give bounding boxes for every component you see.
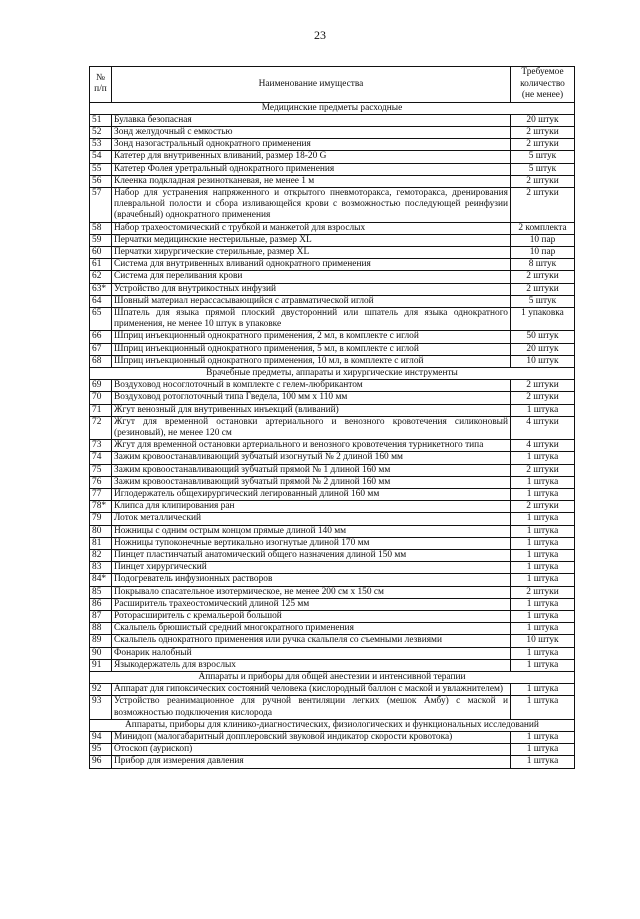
section-title: Аппараты и приборы для общей анестезии и интенсивной терапии [90, 672, 575, 684]
cell-qty: 5 штук [511, 163, 575, 175]
cell-qty: 2 штуки [511, 464, 575, 476]
header-num: № п/п [90, 67, 112, 103]
cell-qty: 10 штук [511, 635, 575, 647]
cell-qty: 2 штуки [511, 187, 575, 222]
cell-qty: 4 штуки [511, 416, 575, 439]
cell-qty: 1 штука [511, 489, 575, 501]
cell-name: Жгут для временной остановки артериального и венозного кровотечения силиконовый (резиновый), не менее 120 см [112, 416, 511, 439]
cell-num: 69 [90, 380, 112, 392]
cell-name: Булавка безопасная [112, 114, 511, 126]
cell-qty: 4 штуки [511, 440, 575, 452]
table-row [90, 525, 575, 537]
cell-num: 63* [90, 283, 112, 295]
cell-name: Жгут для временной остановки артериального и венозного кровотечения турникетного типа [112, 440, 511, 452]
cell-num: 61 [90, 259, 112, 271]
cell-num: 72 [90, 416, 112, 439]
cell-name: Скальпель однократного применения или ручка скальпеля со съемными лезвиями [112, 635, 511, 647]
cell-num: 89 [90, 635, 112, 647]
cell-num: 64 [90, 295, 112, 307]
table-row [90, 259, 575, 271]
cell-qty: 2 комплекта [511, 222, 575, 234]
cell-qty: 5 штук [511, 295, 575, 307]
cell-qty: 1 штука [511, 574, 575, 586]
table-row [90, 732, 575, 744]
cell-qty: 1 штука [511, 684, 575, 696]
table-row [90, 623, 575, 635]
cell-num: 93 [90, 696, 112, 719]
cell-qty: 1 штука [511, 756, 575, 768]
cell-qty: 2 штуки [511, 139, 575, 151]
cell-name: Пинцет хирургический [112, 562, 511, 574]
cell-name: Перчатки хирургические стерильные, размер XL [112, 246, 511, 258]
header-qty: Требуемое количество (не менее) [511, 67, 575, 103]
cell-name: Система для переливания крови [112, 271, 511, 283]
table-row [90, 756, 575, 768]
cell-num: 58 [90, 222, 112, 234]
table-row [90, 659, 575, 671]
table-row [90, 331, 575, 343]
cell-num: 86 [90, 598, 112, 610]
cell-name: Роторасширитель с кремальерой большой [112, 611, 511, 623]
cell-name: Зажим кровоостанавливающий зубчатый изогнутый № 2 длиной 160 мм [112, 452, 511, 464]
cell-name: Шовный материал нерассасывающийся с атравматической иглой [112, 295, 511, 307]
section-header-row [90, 367, 575, 379]
cell-num: 71 [90, 404, 112, 416]
table-row [90, 151, 575, 163]
cell-qty: 10 штук [511, 355, 575, 367]
table-row [90, 295, 575, 307]
table-row [90, 222, 575, 234]
cell-name: Клеенка подкладная резинотканевая, не менее 1 м [112, 175, 511, 187]
cell-name: Аппарат для гипоксических состояний человека (кислородный баллон с маской и увлажнителем) [112, 684, 511, 696]
section-title: Аппараты, приборы для клинико-диагностических, физиологических и функциональных исследований [90, 719, 575, 731]
cell-num: 53 [90, 139, 112, 151]
cell-num: 57 [90, 187, 112, 222]
cell-qty: 1 штука [511, 452, 575, 464]
table-row [90, 611, 575, 623]
cell-qty: 1 штука [511, 647, 575, 659]
table-row [90, 586, 575, 598]
cell-qty: 2 штуки [511, 283, 575, 295]
cell-qty: 2 штуки [511, 126, 575, 138]
cell-name: Зажим кровоостанавливающий зубчатый прямой № 2 длиной 160 мм [112, 476, 511, 488]
table-row [90, 187, 575, 222]
table-row [90, 404, 575, 416]
cell-name: Фонарик налобный [112, 647, 511, 659]
cell-name: Отоскоп (аурископ) [112, 744, 511, 756]
table-row [90, 380, 575, 392]
cell-qty: 10 пар [511, 234, 575, 246]
cell-num: 52 [90, 126, 112, 138]
cell-name: Пинцет пластинчатый анатомический общего назначения длиной 150 мм [112, 550, 511, 562]
cell-num: 76 [90, 476, 112, 488]
cell-name: Система для внутривенных вливаний однократного применения [112, 259, 511, 271]
table-row [90, 343, 575, 355]
table-row [90, 562, 575, 574]
cell-num: 94 [90, 732, 112, 744]
cell-name: Клипса для клипирования ран [112, 501, 511, 513]
table-row [90, 489, 575, 501]
table-row [90, 513, 575, 525]
cell-name: Ножницы тупоконечные вертикально изогнутые длиной 170 мм [112, 537, 511, 549]
cell-name: Языкодержатель для взрослых [112, 659, 511, 671]
table-row [90, 647, 575, 659]
page-number: 23 [314, 28, 326, 42]
cell-name: Минидоп (малогабаритный допплеровский звуковой индикатор скорости кровотока) [112, 732, 511, 744]
table-row [90, 452, 575, 464]
cell-name: Воздуховод носоглоточный в комплекте с гелем-любрикантом [112, 380, 511, 392]
cell-qty: 1 штука [511, 537, 575, 549]
table-row [90, 139, 575, 151]
cell-num: 87 [90, 611, 112, 623]
table-row [90, 246, 575, 258]
cell-name: Зонд назогастральный однократного применения [112, 139, 511, 151]
cell-qty: 1 штука [511, 598, 575, 610]
section-title: Врачебные предметы, аппараты и хирургические инструменты [90, 367, 575, 379]
cell-qty: 20 штук [511, 114, 575, 126]
table-row [90, 355, 575, 367]
cell-name: Жгут венозный для внутривенных инъекций (вливаний) [112, 404, 511, 416]
cell-num: 62 [90, 271, 112, 283]
table-row [90, 271, 575, 283]
cell-num: 78* [90, 501, 112, 513]
cell-num: 55 [90, 163, 112, 175]
section-title: Медицинские предметы расходные [90, 102, 575, 114]
table-header-row [90, 67, 575, 103]
cell-qty: 1 штука [511, 659, 575, 671]
cell-qty: 2 штуки [511, 175, 575, 187]
cell-name: Шприц инъекционный однократного применения, 10 мл, в комплекте с иглой [112, 355, 511, 367]
cell-num: 59 [90, 234, 112, 246]
cell-name: Устройство для внутрикостных инфузий [112, 283, 511, 295]
cell-name: Зажим кровоостанавливающий зубчатый прямой № 1 длиной 160 мм [112, 464, 511, 476]
cell-name: Устройство реанимационное для ручной вентиляции легких (мешок Амбу) с маской и возможностью подключения кислорода [112, 696, 511, 719]
table-row [90, 416, 575, 439]
cell-name: Перчатки медицинские нестерильные, размер XL [112, 234, 511, 246]
cell-name: Набор трахеостомический с трубкой и манжетой для взрослых [112, 222, 511, 234]
cell-num: 92 [90, 684, 112, 696]
table-row [90, 635, 575, 647]
table-row [90, 464, 575, 476]
cell-qty: 1 штука [511, 611, 575, 623]
cell-name: Расширитель трахеостомический длиной 125 мм [112, 598, 511, 610]
cell-name: Зонд желудочный с емкостью [112, 126, 511, 138]
cell-name: Набор для устранения напряженного и открытого пневмоторакса, гемоторакса, дренирования плевральной полости и сбора изливающейся крови с возможностью последующей реинфузии (врачебный) однократного применения [112, 187, 511, 222]
cell-name: Шприц инъекционный однократного применения, 5 мл, в комплекте с иглой [112, 343, 511, 355]
table-row [90, 283, 575, 295]
cell-qty: 8 штук [511, 259, 575, 271]
cell-name: Прибор для измерения давления [112, 756, 511, 768]
cell-qty: 5 штук [511, 151, 575, 163]
table-row [90, 476, 575, 488]
cell-qty: 1 штука [511, 744, 575, 756]
cell-name: Шпатель для языка прямой плоский двусторонний или шпатель для языка однократного применения, не менее 10 штук в упаковке [112, 307, 511, 330]
cell-num: 82 [90, 550, 112, 562]
table-row [90, 126, 575, 138]
table-row [90, 684, 575, 696]
cell-qty: 2 штуки [511, 586, 575, 598]
cell-num: 73 [90, 440, 112, 452]
cell-name: Иглодержатель общехирургический легированный длиной 160 мм [112, 489, 511, 501]
cell-qty: 1 упаковка [511, 307, 575, 330]
table-row [90, 537, 575, 549]
cell-name: Лоток металлический [112, 513, 511, 525]
cell-num: 65 [90, 307, 112, 330]
cell-num: 67 [90, 343, 112, 355]
header-name: Наименование имущества [112, 67, 511, 103]
table-row [90, 163, 575, 175]
cell-num: 75 [90, 464, 112, 476]
cell-num: 83 [90, 562, 112, 574]
cell-num: 91 [90, 659, 112, 671]
table-row [90, 744, 575, 756]
cell-num: 96 [90, 756, 112, 768]
cell-num: 79 [90, 513, 112, 525]
cell-num: 80 [90, 525, 112, 537]
cell-qty: 1 штука [511, 732, 575, 744]
cell-num: 66 [90, 331, 112, 343]
section-header-row [90, 672, 575, 684]
cell-qty: 1 штука [511, 696, 575, 719]
cell-qty: 10 пар [511, 246, 575, 258]
table-row [90, 598, 575, 610]
cell-name: Шприц инъекционный однократного применения, 2 мл, в комплекте с иглой [112, 331, 511, 343]
table-row [90, 175, 575, 187]
inventory-table [89, 66, 575, 769]
cell-num: 54 [90, 151, 112, 163]
cell-qty: 1 штука [511, 404, 575, 416]
cell-qty: 1 штука [511, 476, 575, 488]
cell-name: Скальпель брюшистый средний многократного применения [112, 623, 511, 635]
cell-num: 60 [90, 246, 112, 258]
cell-num: 77 [90, 489, 112, 501]
table-row [90, 114, 575, 126]
cell-num: 88 [90, 623, 112, 635]
cell-num: 51 [90, 114, 112, 126]
table-body [90, 102, 575, 768]
cell-num: 70 [90, 392, 112, 404]
cell-num: 74 [90, 452, 112, 464]
cell-qty: 1 штука [511, 623, 575, 635]
cell-name: Катетер для внутривенных вливаний, размер 18-20 G [112, 151, 511, 163]
cell-num: 85 [90, 586, 112, 598]
cell-num: 56 [90, 175, 112, 187]
cell-qty: 20 штук [511, 343, 575, 355]
table-row [90, 550, 575, 562]
cell-qty: 2 штуки [511, 271, 575, 283]
table-row [90, 307, 575, 330]
cell-num: 68 [90, 355, 112, 367]
cell-num: 90 [90, 647, 112, 659]
cell-qty: 2 штуки [511, 380, 575, 392]
table-row [90, 392, 575, 404]
table-row [90, 574, 575, 586]
cell-num: 95 [90, 744, 112, 756]
table-row [90, 501, 575, 513]
table-row [90, 696, 575, 719]
cell-qty: 1 штука [511, 550, 575, 562]
cell-name: Подогреватель инфузионных растворов [112, 574, 511, 586]
cell-num: 84* [90, 574, 112, 586]
cell-qty: 1 штука [511, 562, 575, 574]
cell-num: 81 [90, 537, 112, 549]
cell-qty: 2 штуки [511, 392, 575, 404]
cell-qty: 50 штук [511, 331, 575, 343]
cell-name: Катетер Фолея уретральный однократного применения [112, 163, 511, 175]
section-header-row [90, 102, 575, 114]
cell-name: Ножницы с одним острым концом прямые длиной 140 мм [112, 525, 511, 537]
cell-name: Покрывало спасательное изотермическое, не менее 200 см х 150 см [112, 586, 511, 598]
cell-qty: 1 штука [511, 513, 575, 525]
section-header-row [90, 719, 575, 731]
cell-qty: 2 штуки [511, 501, 575, 513]
cell-name: Воздуховод ротоглоточный типа Гведела, 100 мм х 110 мм [112, 392, 511, 404]
table-row [90, 234, 575, 246]
cell-qty: 1 штука [511, 525, 575, 537]
table-row [90, 440, 575, 452]
